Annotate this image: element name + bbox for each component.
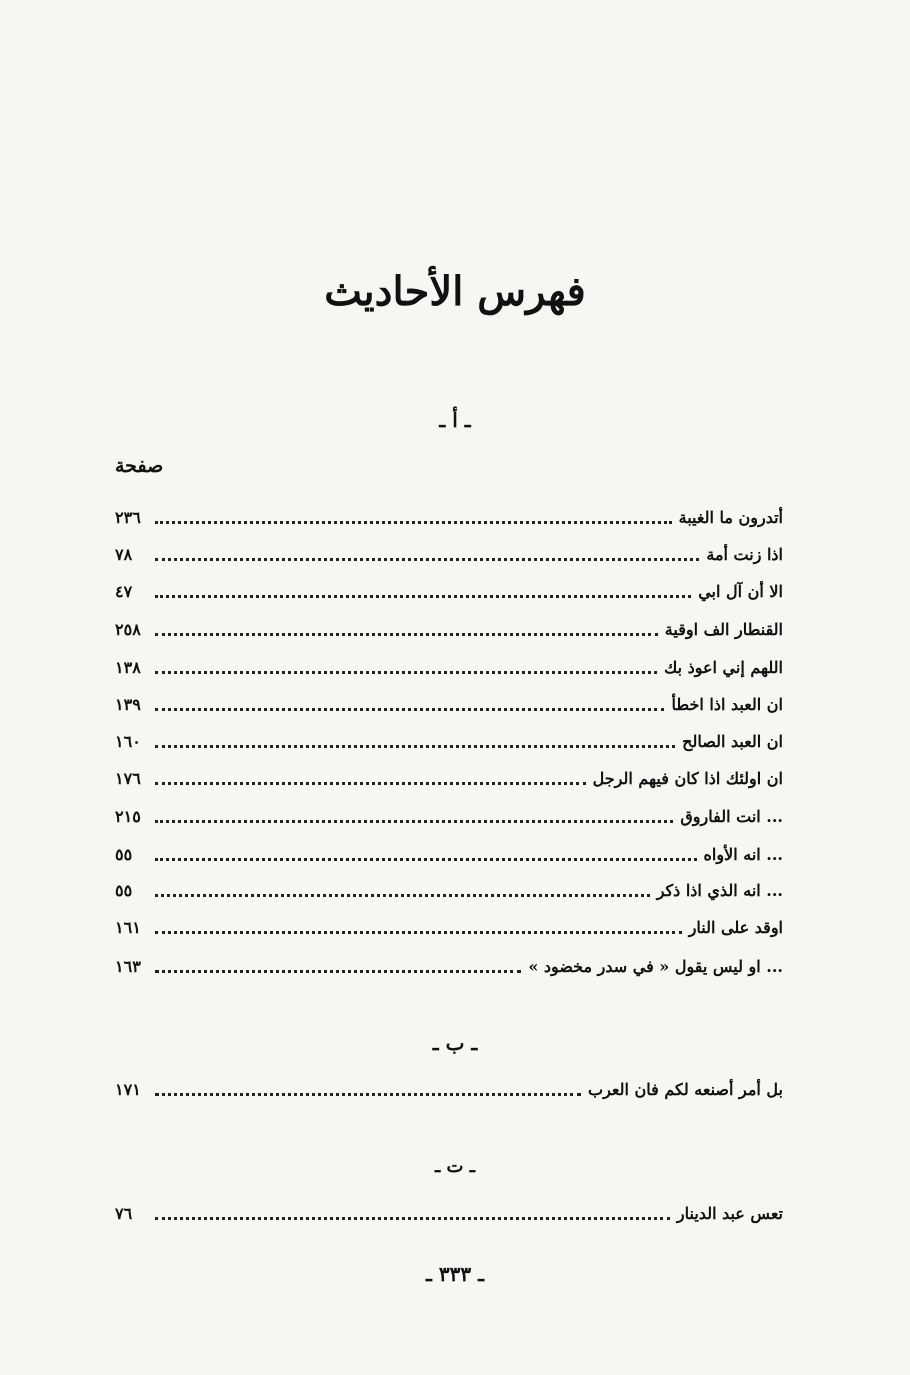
index-entry xyxy=(115,914,783,940)
index-entry xyxy=(115,841,783,867)
page-title: فهرس الأحاديث xyxy=(324,268,586,315)
entry-text: اوقد على النار xyxy=(688,917,783,937)
entry-page: ٥٥ xyxy=(115,880,133,900)
entry-page: ١٦٣ xyxy=(115,956,141,976)
entry-page: ١٧٦ xyxy=(115,768,141,788)
index-entry xyxy=(115,578,783,604)
entry-page: ٢٥٨ xyxy=(115,619,141,639)
index-entry xyxy=(115,765,783,791)
dot-leader xyxy=(155,631,658,636)
entry-text: ... او ليس يقول « في سدر مخضود » xyxy=(528,956,783,976)
index-entry xyxy=(115,953,783,979)
index-entry xyxy=(115,691,783,717)
index-entry xyxy=(115,728,783,754)
entry-page: ١٦١ xyxy=(115,917,141,937)
entry-text: ان العبد اذا اخطأ xyxy=(671,694,783,714)
entry-text: الا أن آل ابي xyxy=(698,581,783,601)
entry-page: ٧٦ xyxy=(115,1203,133,1223)
entry-page: ٧٨ xyxy=(115,544,133,564)
entry-text: ... انت الفاروق xyxy=(680,806,783,826)
dot-leader xyxy=(155,706,664,711)
entry-text: تعس عبد الدينار xyxy=(676,1203,783,1223)
dot-leader xyxy=(155,743,675,748)
entry-page: ١٧١ xyxy=(115,1079,141,1099)
index-entry xyxy=(115,1076,783,1102)
index-entry xyxy=(115,616,783,642)
dot-leader xyxy=(155,968,521,973)
section-heading-ta: ـ ت ـ xyxy=(434,1156,476,1177)
index-entry xyxy=(115,877,783,903)
entry-page: ١٣٩ xyxy=(115,694,141,714)
section-heading-ba: ـ ب ـ xyxy=(432,1031,478,1055)
section-heading-alif: ـ أ ـ xyxy=(439,408,471,432)
entry-page: ٥٥ xyxy=(115,844,133,864)
index-entry xyxy=(115,504,783,530)
entry-text: بل أمر أصنعه لكم فان العرب xyxy=(588,1079,783,1099)
dot-leader xyxy=(155,1091,581,1096)
page-number: ـ ٣٣٣ ـ xyxy=(426,1262,484,1286)
dot-leader xyxy=(155,856,697,861)
entry-page: ٢١٥ xyxy=(115,806,141,826)
entry-text: اذا زنت أمة xyxy=(706,544,783,564)
page-column-label: صفحة xyxy=(115,455,164,477)
entry-page: ٤٧ xyxy=(115,581,133,601)
dot-leader xyxy=(155,556,699,561)
entry-text: اللهم إني اعوذ بك xyxy=(664,657,783,677)
dot-leader xyxy=(155,780,586,785)
dot-leader xyxy=(155,929,682,934)
dot-leader xyxy=(155,593,691,598)
entry-text: ان العبد الصالح xyxy=(682,731,783,751)
entry-text: القنطار الف اوقية xyxy=(664,619,783,639)
index-entry xyxy=(115,1200,783,1226)
index-entry xyxy=(115,654,783,680)
entry-page: ١٣٨ xyxy=(115,657,141,677)
index-entry xyxy=(115,541,783,567)
entry-text: ... انه الذي اذا ذكر xyxy=(656,880,783,900)
index-entry xyxy=(115,803,783,829)
entry-page: ١٦٠ xyxy=(115,731,141,751)
dot-leader xyxy=(155,669,657,674)
entry-page: ٢٣٦ xyxy=(115,507,141,527)
entry-text: أتدرون ما الغيبة xyxy=(678,507,783,527)
dot-leader xyxy=(155,818,673,823)
entry-text: ان اولئك اذا كان فيهم الرجل xyxy=(592,768,783,788)
dot-leader xyxy=(155,519,672,524)
entry-text: ... انه الأواه xyxy=(703,844,783,864)
dot-leader xyxy=(155,1215,670,1220)
dot-leader xyxy=(155,892,650,897)
